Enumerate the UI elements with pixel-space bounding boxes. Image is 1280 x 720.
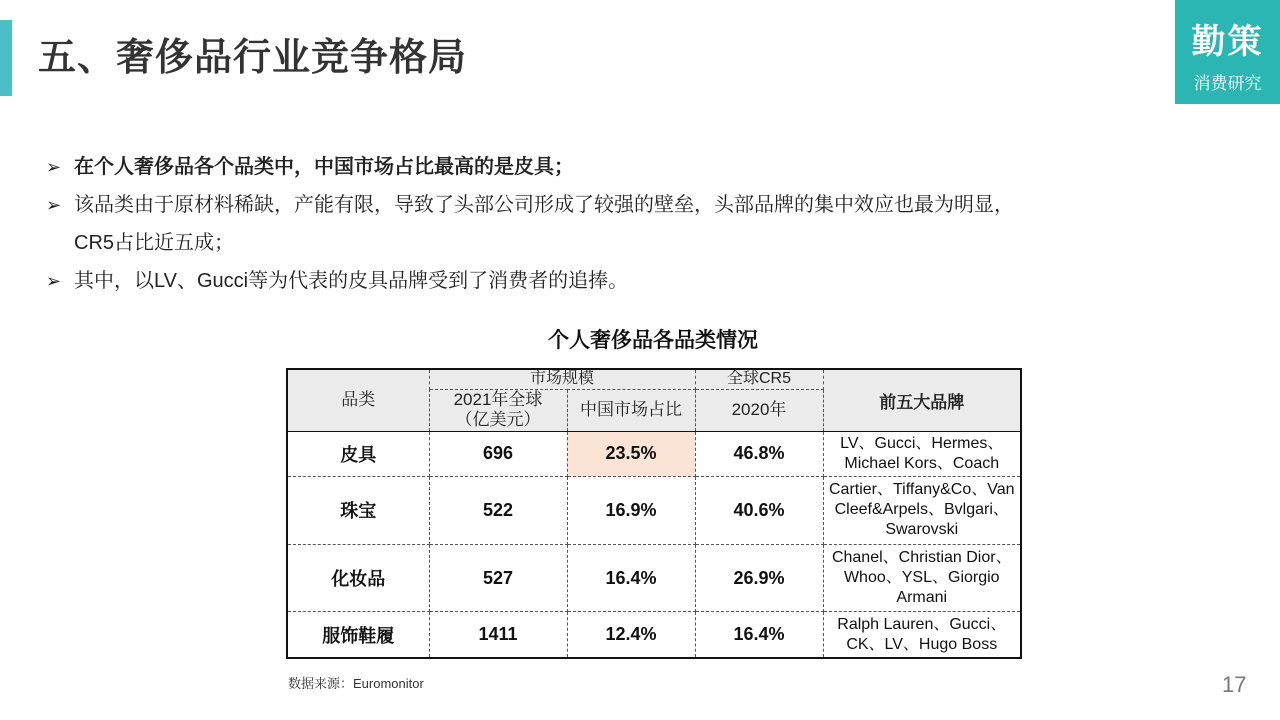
cell-cr5-2020: 16.4% <box>695 612 823 658</box>
cell-global-2021: 527 <box>429 544 567 612</box>
cell-global-2021: 522 <box>429 477 567 545</box>
bullet-item <box>46 262 1176 300</box>
brand-logo <box>1175 0 1280 104</box>
header-top5-brands: 前五大品牌 <box>823 369 1021 431</box>
cell-brands: LV、Gucci、Hermes、Michael Kors、Coach <box>823 431 1021 477</box>
cell-brands: Chanel、Christian Dior、Whoo、YSL、Giorgio Armani <box>823 544 1021 612</box>
bullet-text: 其中，以LV、Gucci等为代表的皮具品牌受到了消费者的追捧。 <box>74 270 629 292</box>
arrow-bullet-icon: ➢ <box>46 195 62 215</box>
header-global-2021-line2: （亿美元） <box>455 410 541 429</box>
title-accent-bar <box>0 20 12 96</box>
cell-global-2021: 1411 <box>429 612 567 658</box>
bullet-item <box>46 148 1176 186</box>
cell-china-share: 16.4% <box>567 544 695 612</box>
cell-brands: Cartier、Tiffany&Co、Van Cleef&Arpels、Bvlgari、Swarovski <box>823 477 1021 545</box>
table-row <box>287 612 1021 658</box>
cell-category: 化妆品 <box>287 544 429 612</box>
header-global-cr5: 全球CR5 <box>695 369 823 389</box>
bullet-text: 在个人奢侈品各个品类中，中国市场占比最高的是皮具； <box>74 156 574 178</box>
bullet-text: 该品类由于原材料稀缺，产能有限，导致了头部公司形成了较强的壁垒，头部品牌的集中效应也最为明显， <box>74 194 1014 216</box>
header-china-share: 中国市场占比 <box>567 389 695 431</box>
table-row <box>287 544 1021 612</box>
cell-cr5-2020: 40.6% <box>695 477 823 545</box>
header-market-size: 市场规模 <box>429 369 695 389</box>
page-number: 17 <box>1222 672 1247 697</box>
bullet-item <box>46 186 1176 262</box>
cell-category: 服饰鞋履 <box>287 612 429 658</box>
bullet-list <box>46 148 1176 300</box>
cell-china-share-highlighted: 23.5% <box>567 431 695 477</box>
table-title: 个人奢侈品各品类情况 <box>548 329 758 352</box>
header-global-2021 <box>429 389 567 431</box>
cell-category: 珠宝 <box>287 477 429 545</box>
header-year-2020: 2020年 <box>695 389 823 431</box>
cell-cr5-2020: 26.9% <box>695 544 823 612</box>
cell-category: 皮具 <box>287 431 429 477</box>
table-row <box>287 477 1021 545</box>
header-global-2021-line1: 2021年全球 <box>453 390 543 409</box>
data-source-note: 数据来源：Euromonitor <box>288 676 424 691</box>
cell-china-share: 12.4% <box>567 612 695 658</box>
page-title: 五、奢侈品行业竞争格局 <box>38 37 468 79</box>
cell-brands: Ralph Lauren、Gucci、CK、LV、Hugo Boss <box>823 612 1021 658</box>
cell-cr5-2020: 46.8% <box>695 431 823 477</box>
table-row <box>287 431 1021 477</box>
bullet-text-continued: CR5占比近五成； <box>74 232 235 254</box>
brand-subtitle: 消费研究 <box>1193 74 1262 93</box>
brand-name: 勤策 <box>1191 22 1264 62</box>
category-table <box>286 368 1022 659</box>
arrow-bullet-icon: ➢ <box>46 271 62 291</box>
header-category: 品类 <box>287 369 429 431</box>
cell-china-share: 16.9% <box>567 477 695 545</box>
arrow-bullet-icon: ➢ <box>46 157 62 177</box>
cell-global-2021: 696 <box>429 431 567 477</box>
